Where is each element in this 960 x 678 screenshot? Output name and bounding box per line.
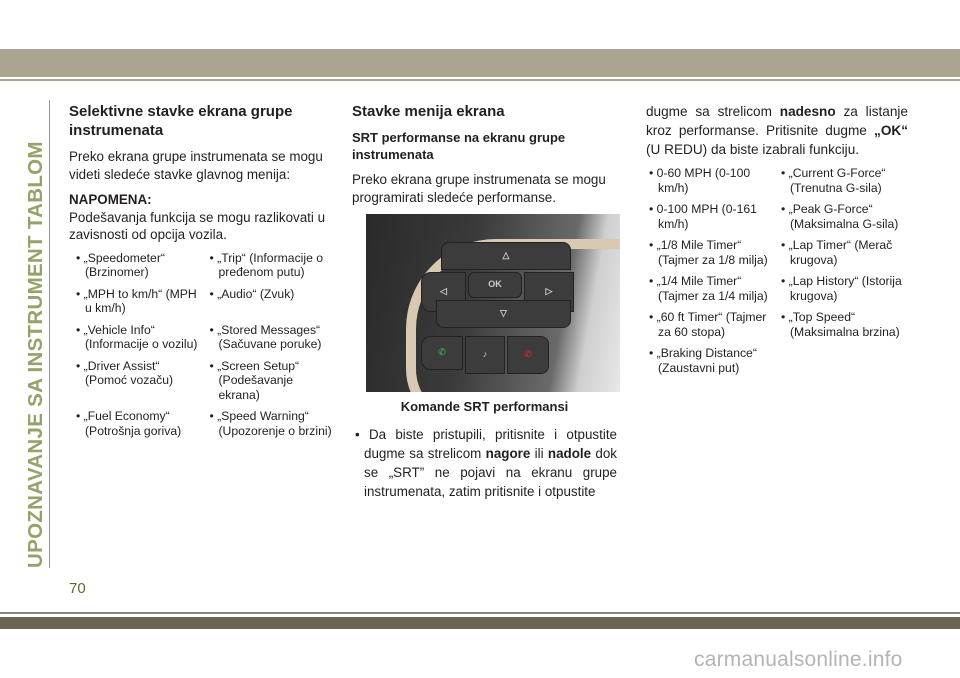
list-item: • „1/4 Mile Timer“ (Tajmer za 1/4 milja) [649,274,768,303]
side-rule [49,100,50,568]
list-item: • „Screen Setup“ (Podešavanje ekrana) [209,358,300,402]
left-arrow-icon: ◁ [421,272,466,312]
phone-hangup-icon: ✆ [507,336,549,374]
photo-caption: Komande SRT performansi [400,399,569,414]
list-item: • „Driver Assist“ (Pomoć vozaču) [76,358,174,387]
list-item: • „Vehicle Info“ (Informacije o vozilu) [76,322,198,351]
footer-band [0,617,960,629]
instruction-text-continued: dugme sa strelicom nadesno za listanje kroz performanse. Pritisnite dugme „OK“ (U REDU) da biste izabrali funkciju. [646,104,908,157]
list-item: • „Audio“ (Zvuk) [209,286,295,301]
column-3 [646,102,908,375]
list-item: • „Lap History“ (Istorija krugova) [781,274,902,303]
steering-wheel-controls-photo [366,214,620,392]
list-item: • 0-60 MPH (0-100 km/h) [649,166,751,195]
instruction-text: • Da biste pristupili, pritisnite i otpustite dugme sa strelicom nagore ili nadole dok se „SRT” ne pojavi na ekranu grupe instrumenata, zatim pritisnite i otpustite [355,426,617,499]
list-item: • „Speed Warning“ (Upozorenje o brzini) [209,409,332,438]
list-item: • „60 ft Timer“ (Tajmer za 60 stopa) [649,310,767,339]
up-arrow-icon: △ [441,242,571,270]
section-heading: Selektivne stavke ekrana grupe instrumenata [69,103,293,139]
voice-command-icon: ♪ [465,336,505,374]
list-item: • „MPH to km/h“ (MPH u km/h) [76,286,197,315]
list-item: • „Stored Messages“ (Sačuvane poruke) [209,322,322,351]
right-arrow-icon: ▷ [524,272,574,312]
list-item: • „Lap Timer“ (Merač krugova) [781,238,893,267]
list-item: • „Braking Distance“ (Zaustavni put) [649,346,757,375]
note-label: NAPOMENA: [69,192,152,207]
menu-items-list [69,251,334,439]
ok-button-icon: OK [468,272,522,298]
footer-rule [0,612,960,614]
list-item: • „Fuel Economy“ (Potrošnja goriva) [76,409,182,438]
performance-items-list [646,166,908,375]
header-rule [0,79,960,81]
list-item: • „Top Speed“ (Maksimalna brzina) [781,310,900,339]
down-arrow-icon: ▽ [436,300,571,328]
list-item: • „Speedometer“ (Brzinomer) [76,250,165,279]
note-text: Podešavanja funkcija se mogu razlikovati u zavisnosti od opcija vozila. [69,209,326,242]
column-1 [69,102,334,438]
column-2 [352,102,617,501]
page-number: 70 [69,580,86,597]
intro-text: Preko ekrana grupe instrumenata se mogu videti sledeće stavke glavnog menija: [69,149,323,182]
list-item: • „Peak G-Force“ (Maksimalna G-sila) [781,202,899,231]
list-item: • „1/8 Mile Timer“ (Tajmer za 1/8 milja) [649,238,768,267]
phone-answer-icon: ✆ [421,336,463,370]
side-section-title: UPOZNAVANJE SA INSTRUMENT TABLOM [24,141,47,568]
watermark: carmanualsonline.info [694,648,903,671]
list-item: • „Trip“ (Informacije o pređenom putu) [209,250,324,279]
header-band [0,49,960,77]
intro-text: Preko ekrana grupe instrumenata se mogu programirati sledeće performanse. [352,172,606,205]
section-heading: Stavke menija ekrana [352,103,505,120]
subheading: SRT performanse na ekranu grupe instrumenata [352,130,566,162]
list-item: • „Current G-Force“ (Trenutna G-sila) [781,166,886,195]
list-item: • 0-100 MPH (0-161 km/h) [649,202,757,231]
